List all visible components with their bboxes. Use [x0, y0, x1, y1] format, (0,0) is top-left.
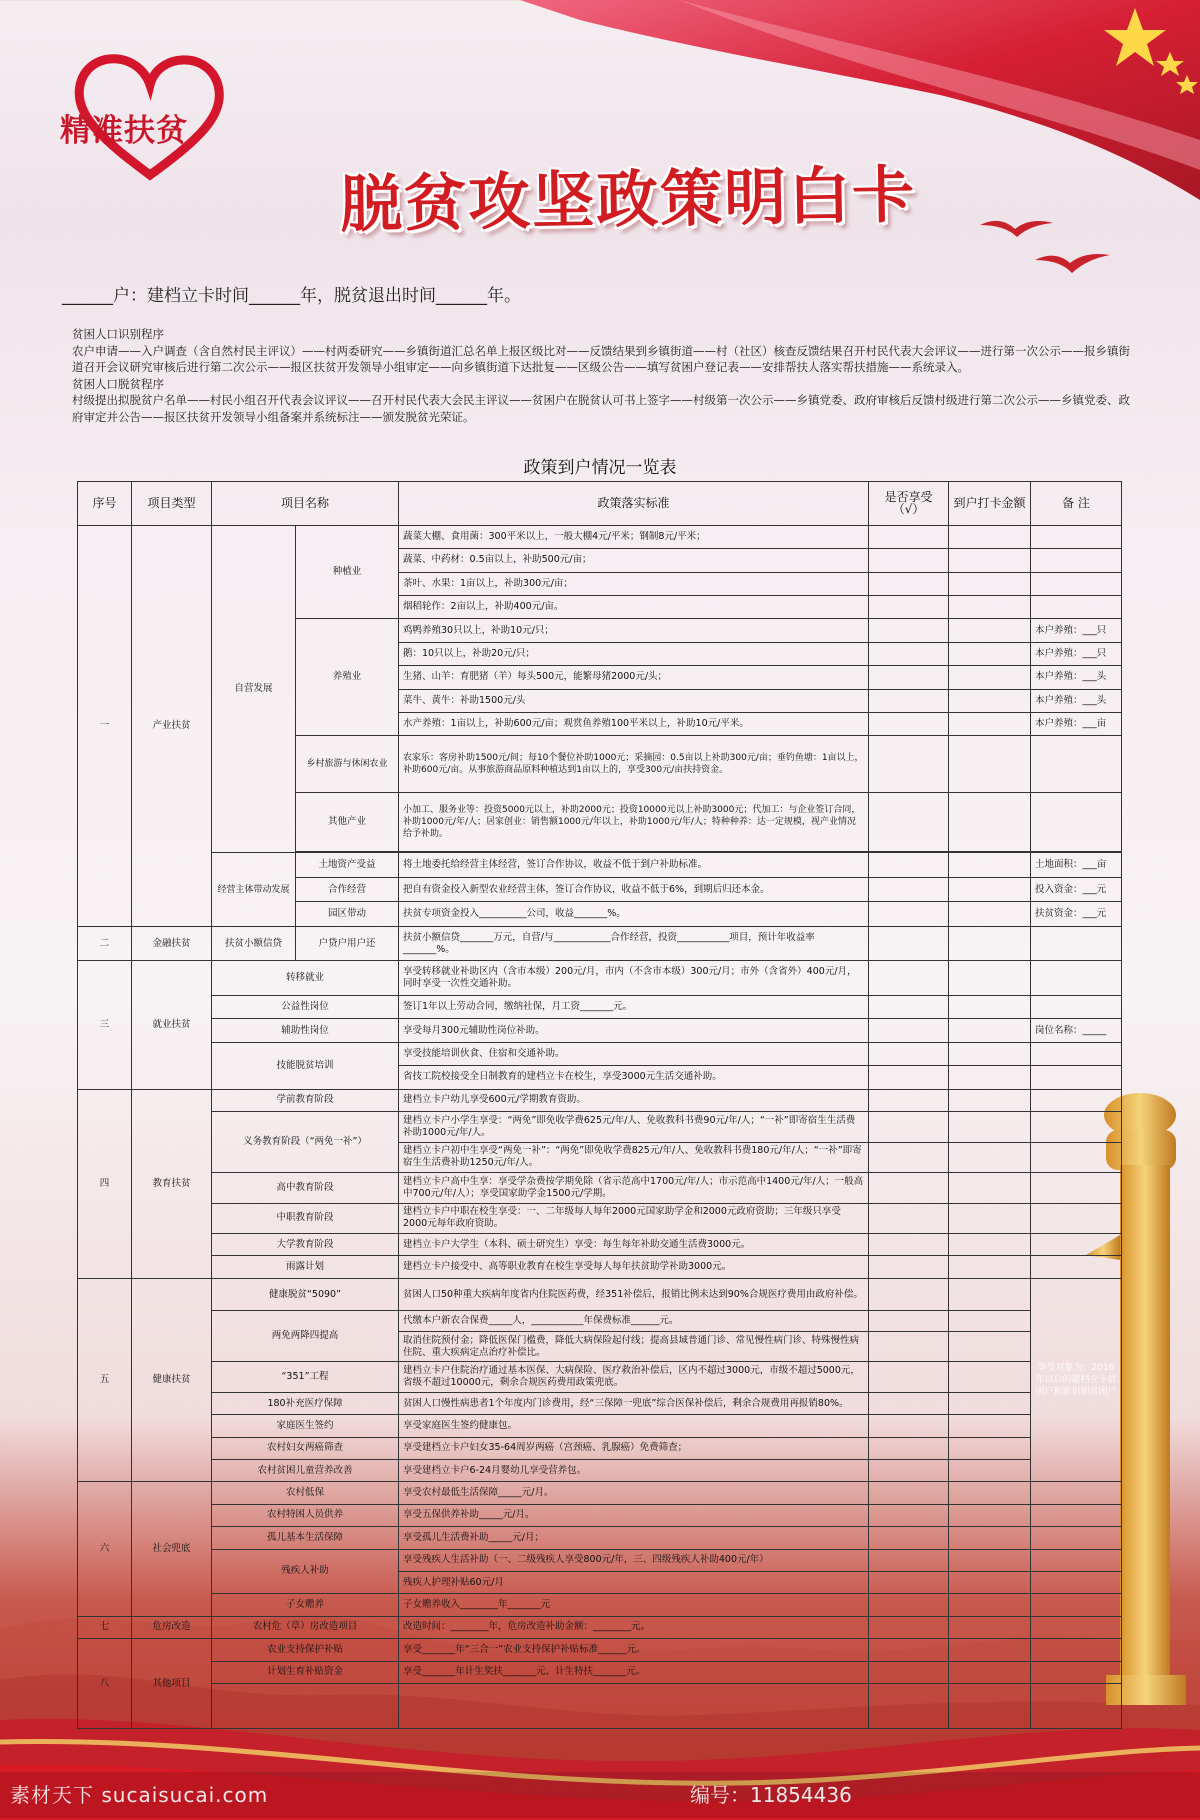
table-header-row — [78, 482, 1122, 526]
standard-cell: 残疾人护理补贴60元/月 — [399, 1571, 869, 1593]
table-row — [78, 995, 1122, 1018]
birds-icon — [975, 215, 1115, 285]
row-subtype: 经营主体带动发展 — [212, 853, 296, 926]
item-name: 家庭医生签约 — [212, 1415, 399, 1437]
standard-cell: 将土地委托给经营主体经营，签订合作协议，收益不低于到户补助标准。 — [399, 853, 869, 877]
item-name: 计划生育补贴资金 — [212, 1661, 399, 1683]
table-row — [78, 525, 1122, 548]
table-row — [78, 1527, 1122, 1549]
standard-cell: 菜牛、黄牛：补助1500元/头 — [399, 689, 869, 712]
row-type: 产业扶贫 — [132, 525, 212, 926]
standard-cell: 茶叶、水果：1亩以上，补助300元/亩； — [399, 572, 869, 595]
table-row — [78, 1594, 1122, 1616]
item-name: 合作经营 — [296, 877, 399, 901]
table-row — [78, 1549, 1122, 1571]
standard-cell: 建档立卡户住院治疗通过基本医保、大病保险、医疗救治补偿后，区内不超过3000元，市级不超过5000元，省级不超过10000元，剩余合规医药费用政策兜底。 — [399, 1362, 869, 1393]
item-name: 户贷户用户还 — [296, 926, 399, 961]
note-cell: 投入资金：___元 — [1031, 877, 1122, 901]
standard-cell: 享受农村最低生活保障_____元/月。 — [399, 1482, 869, 1504]
item-name: 农村贫困儿童营养改善 — [212, 1460, 399, 1482]
table-row — [78, 1661, 1122, 1683]
row-no: 五 — [78, 1278, 132, 1482]
item-name: 乡村旅游与休闲农业 — [296, 736, 399, 793]
standard-cell: 小加工、服务业等：投资5000元以上，补助2000元；投资10000元以上补助3000元；代加工：与企业签订合同，补助1000元/年/人；居家创业：销售额1000元/年以上，补助1000元/年/人；特种种养：达一定规模，视产业情况给予补助。 — [399, 793, 869, 852]
logo-text: 精准扶贫 — [60, 113, 188, 149]
table-row — [78, 1089, 1122, 1111]
table-title: 政策到户情况一览表 — [523, 458, 677, 478]
household-line: ______户：建档立卡时间______年，脱贫退出时间______年。 — [62, 286, 521, 306]
note-cell: 土地面积：___亩 — [1031, 853, 1122, 877]
standard-cell: 享受残疾人生活补助（一、二级残疾人享受800元/年，三、四级残疾人补助400元/年） — [399, 1549, 869, 1571]
row-no: 七 — [78, 1616, 132, 1638]
row-no: 一 — [78, 525, 132, 926]
standard-cell: 建档立卡户初中生享受“两免一补”：“两免”即免收学费825元/年/人、免收教科书费180元/年/人；“一补”即寄宿生生活费补助1250元/年/人。 — [399, 1142, 869, 1173]
standard-cell: 享受技能培训伙食、住宿和交通补助。 — [399, 1042, 869, 1065]
table-row — [78, 1392, 1122, 1414]
item-name: 义务教育阶段（“两免一补”） — [212, 1111, 399, 1172]
note-cell: 本户养殖：___只 — [1031, 642, 1122, 665]
standard-cell: 扶贫专项资金投入__________公司，收益_______%。 — [399, 902, 869, 926]
note-cell: 本户养殖：___头 — [1031, 689, 1122, 712]
item-name: 扶贫小额信贷 — [212, 926, 296, 961]
watermark-id: 编号：11854436 — [690, 1783, 852, 1807]
standard-cell: 贫困人口50种重大疾病年度省内住院医药费，经351补偿后，报销比例未达到90%合规医疗费用由政府补偿。 — [399, 1278, 869, 1311]
standard-cell: 签订1年以上劳动合同，缴纳社保，月工资_______元。 — [399, 995, 869, 1018]
page-title: 脱贫攻坚政策明白卡 — [339, 157, 917, 242]
header-standard: 政策落实标准 — [399, 482, 869, 526]
standard-cell: 享受_______年计生奖扶_______元、计生特扶_______元。 — [399, 1661, 869, 1683]
table-row — [78, 1639, 1122, 1661]
policy-table — [77, 481, 1122, 1729]
header-amount: 到户打卡金额 — [949, 482, 1031, 526]
table-row — [78, 1278, 1122, 1311]
standard-cell: 享受建档立卡户妇女35-64周岁两癌（宫颈癌、乳腺癌）免费筛查； — [399, 1437, 869, 1459]
item-name: 园区带动 — [296, 902, 399, 926]
standard-cell: 建档立卡户高中生享：享受学杂费按学期免除（省示范高中1700元/年/人；市示范高中1400元/年/人；一般高中700元/年/人）；享受国家助学金1500元/学期。 — [399, 1173, 869, 1204]
item-name: 养殖业 — [296, 619, 399, 736]
item-name: 高中教育阶段 — [212, 1173, 399, 1204]
standard-cell: 代缴本户新农合保费_____人，___________年保费标准______元。 — [399, 1311, 869, 1331]
table-row — [78, 1460, 1122, 1482]
table-row — [78, 1173, 1122, 1204]
table-row — [78, 1504, 1122, 1526]
standard-cell: 享受孤儿生活费补助_____元/月； — [399, 1527, 869, 1549]
intro-paragraph-2: 村级提出拟脱贫户名单——村民小组召开代表会议评议——召开村民代表大会民主评议——贫困户在脱贫认可书上签字——村级第一次公示——乡镇党委、政府审核后反馈村级进行第二次公示——乡镇党委、政府审定并公告——报区扶贫开发领导小组备案并系统标注——颁发脱贫光荣证。 — [72, 393, 1130, 424]
table-row — [78, 1415, 1122, 1437]
standard-cell: 扶贫小额信贷_______万元，自营/与____________合作经营，投资___________项目，预计年收益率_______%。 — [399, 926, 869, 961]
standard-cell: 建档立卡户幼儿享受600元/学期教育资助。 — [399, 1089, 869, 1111]
standard-cell: 建档立卡户接受中、高等职业教育在校生享受每人每年扶贫助学补助3000元。 — [399, 1256, 869, 1278]
item-name: 其他产业 — [296, 793, 399, 852]
item-name: 孤儿基本生活保障 — [212, 1527, 399, 1549]
table-row — [78, 1311, 1122, 1331]
header-type: 项目类型 — [132, 482, 212, 526]
item-name: 农村特困人员供养 — [212, 1504, 399, 1526]
standard-cell: 建档立卡户小学生享受：“两免”即免收学费625元/年/人、免收教科书费90元/年/人；“一补”即寄宿生生活费补助1000元/年/人。 — [399, 1111, 869, 1142]
standard-cell: 享受每月300元辅助性岗位补助。 — [399, 1019, 869, 1042]
item-name: 土地资产受益 — [296, 853, 399, 877]
standard-cell: 享受_______年“三合一”农业支持保护补贴标准______元。 — [399, 1639, 869, 1661]
table-row — [78, 1203, 1122, 1234]
standard-cell: 建档立卡户中职在校生享受：一、二年级每人每年2000元国家助学金和2000元政府资助；三年级只享受2000元每年政府资助。 — [399, 1203, 869, 1234]
item-name: 中职教育阶段 — [212, 1203, 399, 1234]
table-row — [78, 1111, 1122, 1142]
table-row — [78, 853, 1122, 877]
table-row — [78, 1362, 1122, 1393]
standard-cell: 享受建档立卡户6-24月婴幼儿享受营养包。 — [399, 1460, 869, 1482]
standard-cell: 农家乐：客房补助1500元/间；每10个餐位补助1000元；采摘园：0.5亩以上补助300元/亩；垂钓鱼塘：1亩以上，补助600元/亩。从事旅游商品原料种植达到1亩以上的，享受300元/亩扶持资金。 — [399, 736, 869, 793]
row-type: 健康扶贫 — [132, 1278, 212, 1482]
item-name: 种植业 — [296, 525, 399, 619]
item-name: 农村危（草）房改造项目 — [212, 1616, 399, 1638]
standard-cell: 蔬菜、中药材：0.5亩以上，补助500元/亩； — [399, 549, 869, 572]
row-type: 就业扶贫 — [132, 961, 212, 1089]
row-type: 教育扶贫 — [132, 1089, 212, 1278]
item-name: 学前教育阶段 — [212, 1089, 399, 1111]
item-name: 农村低保 — [212, 1482, 399, 1504]
standard-cell: 享受五保供养补助_____元/月。 — [399, 1504, 869, 1526]
item-name: 农业支持保护补贴 — [212, 1639, 399, 1661]
standard-cell: 改造时间：________年，危房改造补助金额：________元。 — [399, 1616, 869, 1638]
intro-paragraph-1: 农户申请——入户调查（含自然村民主评议）——村两委研究——乡镇街道汇总名单上报区级比对——反馈结果到乡镇街道——村（社区）核查反馈结果召开村民代表大会评议——进行第一次公示——报乡镇街道召开会议研究审核后进行第二次公示——报区扶贫开发领导小组审定——向乡镇街道下达批复——区级公告——填写贫困户登记表——安排帮扶人落实帮扶措施——系统录入。 — [72, 343, 1130, 374]
item-name: “351”工程 — [212, 1362, 399, 1393]
standard-cell: 贫困人口慢性病患者1个年度内门诊费用，经“三保障一兜底”综合医保补偿后，剩余合规费用再报销80%。 — [399, 1392, 869, 1414]
row-no: 二 — [78, 926, 132, 961]
table-row — [78, 961, 1122, 996]
item-name: 180补充医疗保障 — [212, 1392, 399, 1414]
table-row — [78, 1616, 1122, 1638]
table-row — [78, 1019, 1122, 1042]
intro-heading-2: 贫困人口脱贫程序 — [72, 376, 164, 391]
item-name: 雨露计划 — [212, 1256, 399, 1278]
note-cell: 本户养殖：___亩 — [1031, 713, 1122, 736]
item-name: 残疾人补助 — [212, 1549, 399, 1594]
row-no: 八 — [78, 1639, 132, 1729]
note-cell: 享受对象为：2016年以后的建档立卡贫困户和新识别贫困户 — [1031, 1278, 1122, 1482]
row-no: 四 — [78, 1089, 132, 1278]
table-row — [78, 1482, 1122, 1504]
table-row — [78, 1437, 1122, 1459]
item-name: 两免两降四提高 — [212, 1311, 399, 1362]
row-type: 其他项目 — [132, 1639, 212, 1729]
standard-cell: 享受家庭医生签约健康包。 — [399, 1415, 869, 1437]
item-name: 大学教育阶段 — [212, 1234, 399, 1256]
row-subtype: 自营发展 — [212, 525, 296, 853]
standard-cell: 建档立卡户大学生（本科、硕士研究生）享受：每生每年补助交通生活费3000元。 — [399, 1234, 869, 1256]
standard-cell: 鸡鸭养殖30只以上，补助10元/只； — [399, 619, 869, 642]
note-cell: 本户养殖：___只 — [1031, 619, 1122, 642]
table-row — [78, 1234, 1122, 1256]
item-name: 子女赡养 — [212, 1594, 399, 1616]
intro-text — [72, 326, 1132, 425]
item-name: 健康脱贫“5090” — [212, 1278, 399, 1311]
standard-cell: 生猪、山羊：育肥猪（羊）每头500元，能繁母猪2000元/头； — [399, 666, 869, 689]
table-row — [78, 1256, 1122, 1278]
standard-cell: 烟稻轮作：2亩以上，补助400元/亩。 — [399, 595, 869, 618]
intro-heading-1: 贫困人口识别程序 — [72, 327, 164, 341]
note-cell: 本户养殖：___头 — [1031, 666, 1122, 689]
table-row — [78, 926, 1122, 961]
row-type: 金融扶贫 — [132, 926, 212, 961]
header-no: 序号 — [78, 482, 132, 526]
standard-cell: 省技工院校接受全日制教育的建档立卡在校生，享受3000元生活交通补助。 — [399, 1066, 869, 1089]
row-type: 危房改造 — [132, 1616, 212, 1638]
watermark-text: 素材天下 sucaisucai.com — [10, 1783, 269, 1807]
header-enjoy: 是否享受（√） — [869, 482, 949, 526]
row-type: 社会兜底 — [132, 1482, 212, 1616]
table-row — [78, 1683, 1122, 1728]
standard-cell: 取消住院预付金；降低医保门槛费，降低大病保险起付线；提高县域普通门诊、常见慢性病门诊、特殊慢性病住院、重大疾病定点治疗补偿比。 — [399, 1331, 869, 1362]
row-no: 六 — [78, 1482, 132, 1616]
item-name: 辅助性岗位 — [212, 1019, 399, 1042]
standard-cell: 享受转移就业补助区内（含市本级）200元/月，市内（不含市本级）300元/月；市外（含省外）400元/月，同时享受一次性交通补助。 — [399, 961, 869, 996]
table-row — [78, 1042, 1122, 1065]
standard-cell: 把自有资金投入新型农业经营主体，签订合作协议，收益不低于6%，到期后归还本金。 — [399, 877, 869, 901]
row-no: 三 — [78, 961, 132, 1089]
standard-cell: 子女赡养收入________年_______元 — [399, 1594, 869, 1616]
item-name: 公益性岗位 — [212, 995, 399, 1018]
item-name: 转移就业 — [212, 961, 399, 996]
header-note: 备 注 — [1031, 482, 1122, 526]
standard-cell: 鹅：10只以上，补助20元/只； — [399, 642, 869, 665]
note-cell: 岗位名称：_____ — [1031, 1019, 1122, 1042]
note-cell: 扶贫资金：___元 — [1031, 902, 1122, 926]
item-name: 农村妇女两癌筛查 — [212, 1437, 399, 1459]
header-name: 项目名称 — [212, 482, 399, 526]
standard-cell: 蔬菜大棚、食用菌：300平米以上，一般大棚4元/平米；钢制8元/平米； — [399, 525, 869, 548]
item-name: 技能脱贫培训 — [212, 1042, 399, 1089]
standard-cell: 水产养殖：1亩以上，补助600元/亩；观赏鱼养殖100平米以上，补助10元/平米。 — [399, 713, 869, 736]
